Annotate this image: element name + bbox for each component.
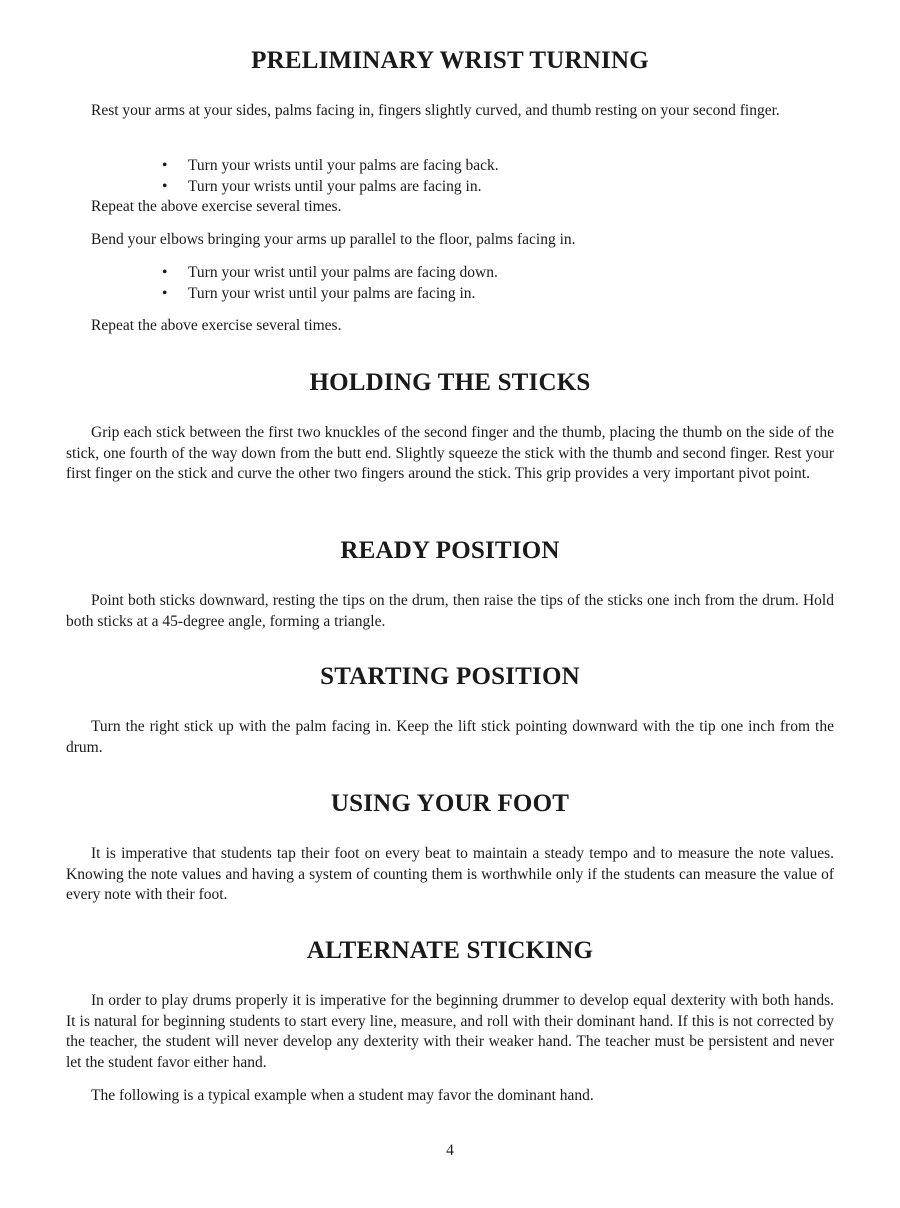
heading-preliminary-wrist-turning: PRELIMINARY WRIST TURNING <box>251 47 649 74</box>
paragraph-rest-arms: Rest your arms at your sides, palms facing in, fingers slightly curved, and thumb resting on your second finger. <box>91 102 780 119</box>
page-number: 4 <box>446 1142 454 1159</box>
heading-ready-position: READY POSITION <box>340 537 560 564</box>
paragraph-alternate: In order to play drums properly it is imperative for the beginning drummer to develop equal dexterity with both hands. It is natural for beginning students to start every line, measure, and roll with their dominant hand. If this is not corrected by the teacher, the student will never develop any dexterity with their weaker hand. The teacher must be persistent and never let the student favor either hand. <box>66 992 834 1071</box>
heading-starting-position: STARTING POSITION <box>320 663 580 690</box>
paragraph-ready: Point both sticks downward, resting the tips on the drum, then raise the tips of the sticks one inch from the drum. Hold both sticks at a 45-degree angle, forming a triangle. <box>66 592 834 630</box>
paragraph-foot: It is imperative that students tap their foot on every beat to maintain a steady tempo and to measure the note values. Knowing the note values and having a system of counting them is worthwhile only if the students can measure the value of every note with their foot. <box>66 845 834 904</box>
paragraph-repeat-b: Repeat the above exercise several times. <box>91 317 342 334</box>
paragraph-grip: Grip each stick between the first two knuckles of the second finger and the thumb, placing the thumb on the side of the stick, one fourth of the way down from the butt end. Slightly squeeze the stick with the thumb and second finger. Rest your first finger on the stick and curve the other two fingers around the stick. This grip provides a very important pivot point. <box>66 424 834 483</box>
paragraph-bend-elbows: Bend your elbows bringing your arms up parallel to the floor, palms facing in. <box>91 231 576 248</box>
list-item <box>160 155 820 176</box>
bullet-text: Turn your wrists until your palms are facing back. <box>188 157 499 174</box>
bullet-glyph: • <box>162 285 168 302</box>
bullet-glyph: • <box>162 157 168 174</box>
list-item <box>160 176 820 197</box>
heading-using-your-foot: USING YOUR FOOT <box>330 790 570 817</box>
bullet-text: Turn your wrist until your palms are facing in. <box>188 285 476 302</box>
bullet-text: Turn your wrists until your palms are facing in. <box>188 178 482 195</box>
bullet-text: Turn your wrist until your palms are facing down. <box>188 264 498 281</box>
heading-holding-the-sticks: HOLDING THE STICKS <box>309 369 591 396</box>
paragraph-starting: Turn the right stick up with the palm facing in. Keep the lift stick pointing downward with the tip one inch from the drum. <box>66 718 834 756</box>
list-item <box>160 283 820 304</box>
paragraph-typical-example: The following is a typical example when a student may favor the dominant hand. <box>91 1087 594 1104</box>
bullet-list-wrist-a <box>160 155 820 197</box>
bullet-glyph: • <box>162 178 168 195</box>
list-item <box>160 262 820 283</box>
paragraph-repeat-a: Repeat the above exercise several times. <box>91 198 342 215</box>
bullet-glyph: • <box>162 264 168 281</box>
bullet-list-wrist-b <box>160 262 820 304</box>
heading-alternate-sticking: ALTERNATE STICKING <box>306 937 594 964</box>
